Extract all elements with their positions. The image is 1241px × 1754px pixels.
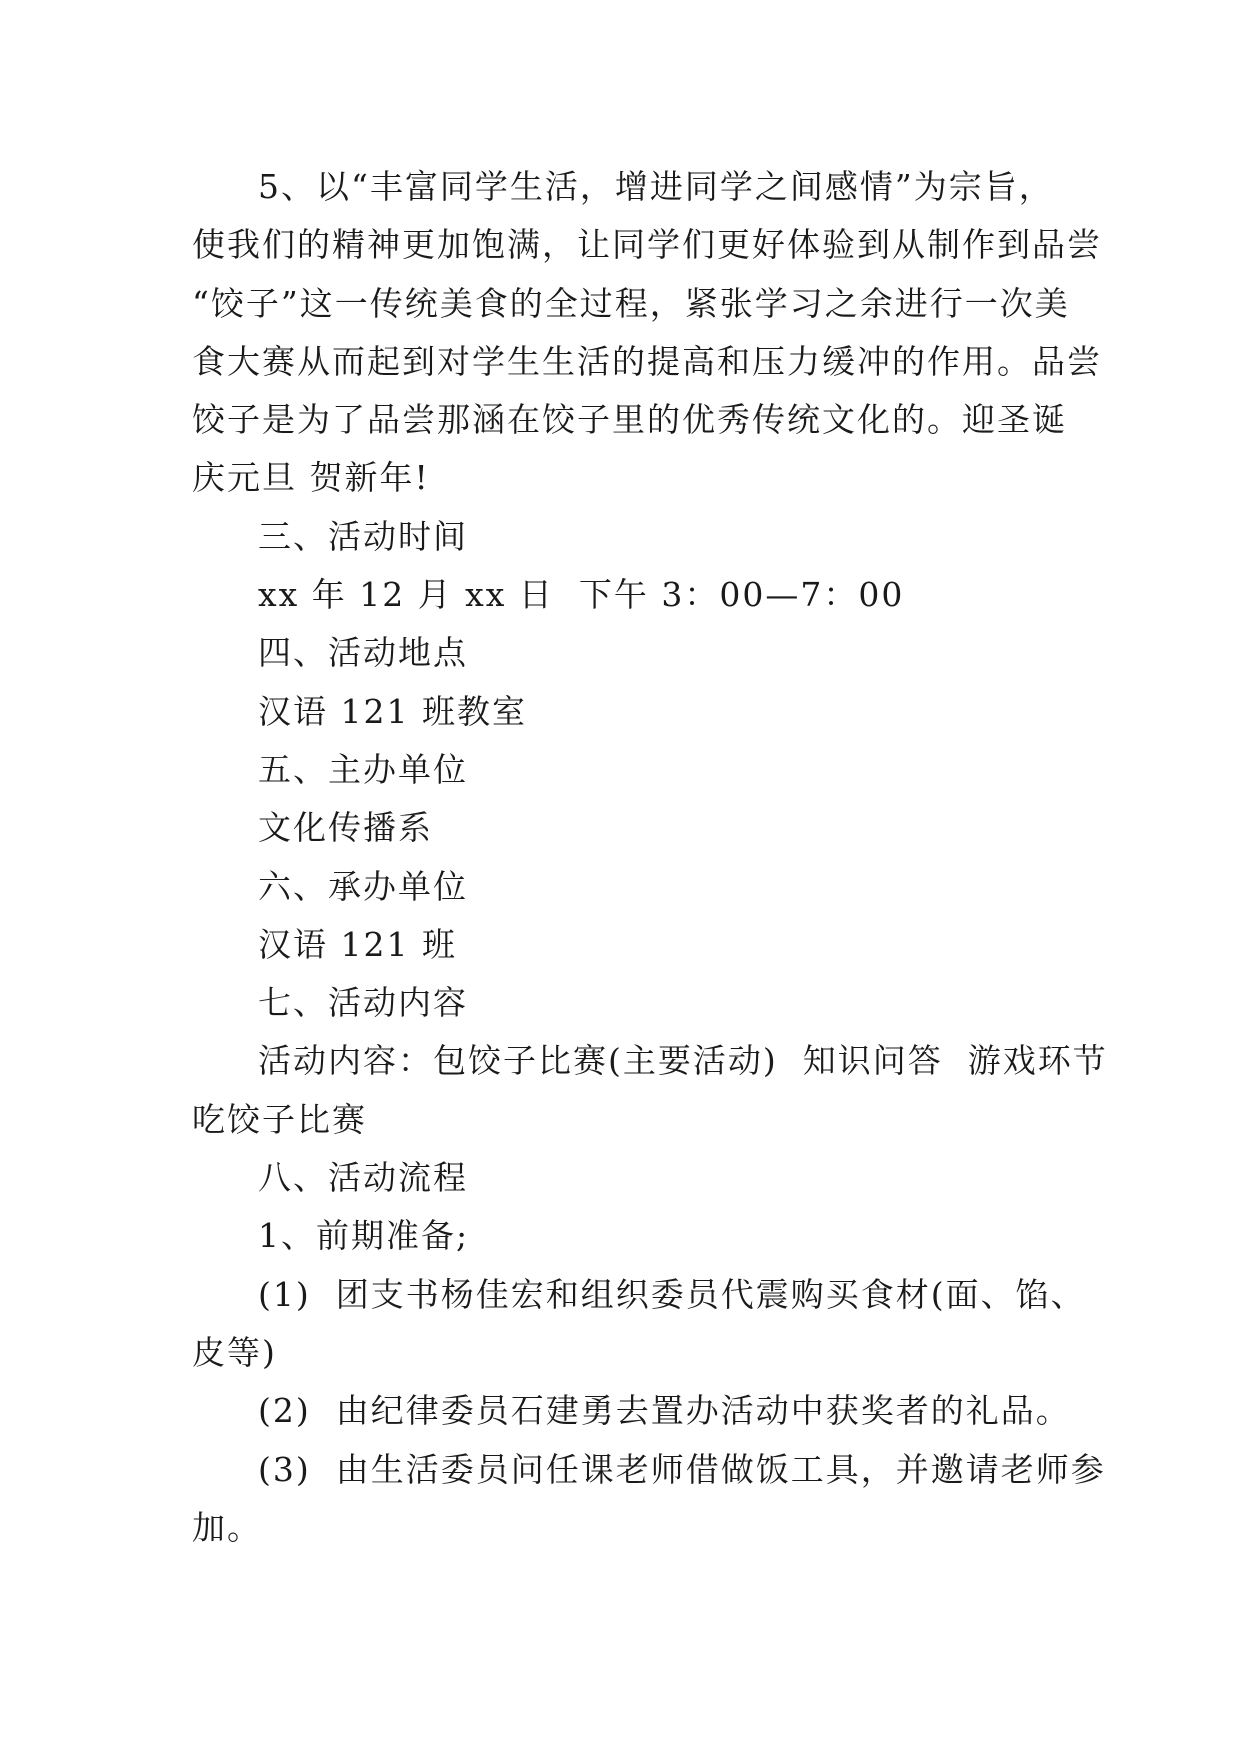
activity-place-value: 汉语 121 班教室 — [258, 691, 527, 731]
host-unit-value: 文化传播系 — [258, 808, 433, 848]
purpose-line-6: 庆元旦 贺新年! — [192, 458, 430, 498]
prep-item-1-line-2: 皮等) — [192, 1332, 277, 1372]
purpose-line-1: 5、以“丰富同学生活，增进同学之间感情”为宗旨， — [258, 167, 1054, 206]
prep-item-1-line-1: (1) 团支书杨佳宏和组织委员代震购买食材(面、馅、 — [258, 1274, 1086, 1314]
organizer-unit-value: 汉语 121 班 — [258, 924, 457, 964]
prep-item-3-line-1: (3) 由生活委员问任课老师借做饭工具，并邀请老师参 — [258, 1449, 1106, 1489]
heading-activity-time: 三、活动时间 — [258, 516, 468, 556]
activity-time-value: xx 年 12 月 xx 日 下午 3：00—7：00 — [258, 575, 905, 615]
heading-activity-place: 四、活动地点 — [258, 633, 468, 673]
prep-item-2: (2) 由纪律委员石建勇去置办活动中获奖者的礼品。 — [258, 1391, 1071, 1431]
purpose-line-5: 饺子是为了品尝那涵在饺子里的优秀传统文化的。迎圣诞 — [192, 400, 1067, 440]
activity-content-line-1: 活动内容：包饺子比赛(主要活动) 知识问答 游戏环节 — [258, 1041, 1108, 1081]
document-body — [192, 158, 1108, 1557]
heading-activity-process: 八、活动流程 — [258, 1158, 468, 1198]
purpose-line-2: 使我们的精神更加饱满，让同学们更好体验到从制作到品尝 — [192, 225, 1102, 265]
heading-activity-content: 七、活动内容 — [258, 983, 468, 1023]
heading-organizer-unit: 六、承办单位 — [258, 866, 468, 906]
prep-item-3-line-2: 加。 — [192, 1507, 262, 1547]
purpose-line-3: “饺子”这一传统美食的全过程，紧张学习之余进行一次美 — [192, 283, 1070, 323]
step-preparation: 1、前期准备; — [258, 1216, 470, 1256]
heading-host-unit: 五、主办单位 — [258, 749, 468, 789]
activity-content-line-2: 吃饺子比赛 — [192, 1099, 367, 1139]
purpose-line-4: 食大赛从而起到对学生生活的提高和压力缓冲的作用。品尝 — [192, 341, 1102, 381]
